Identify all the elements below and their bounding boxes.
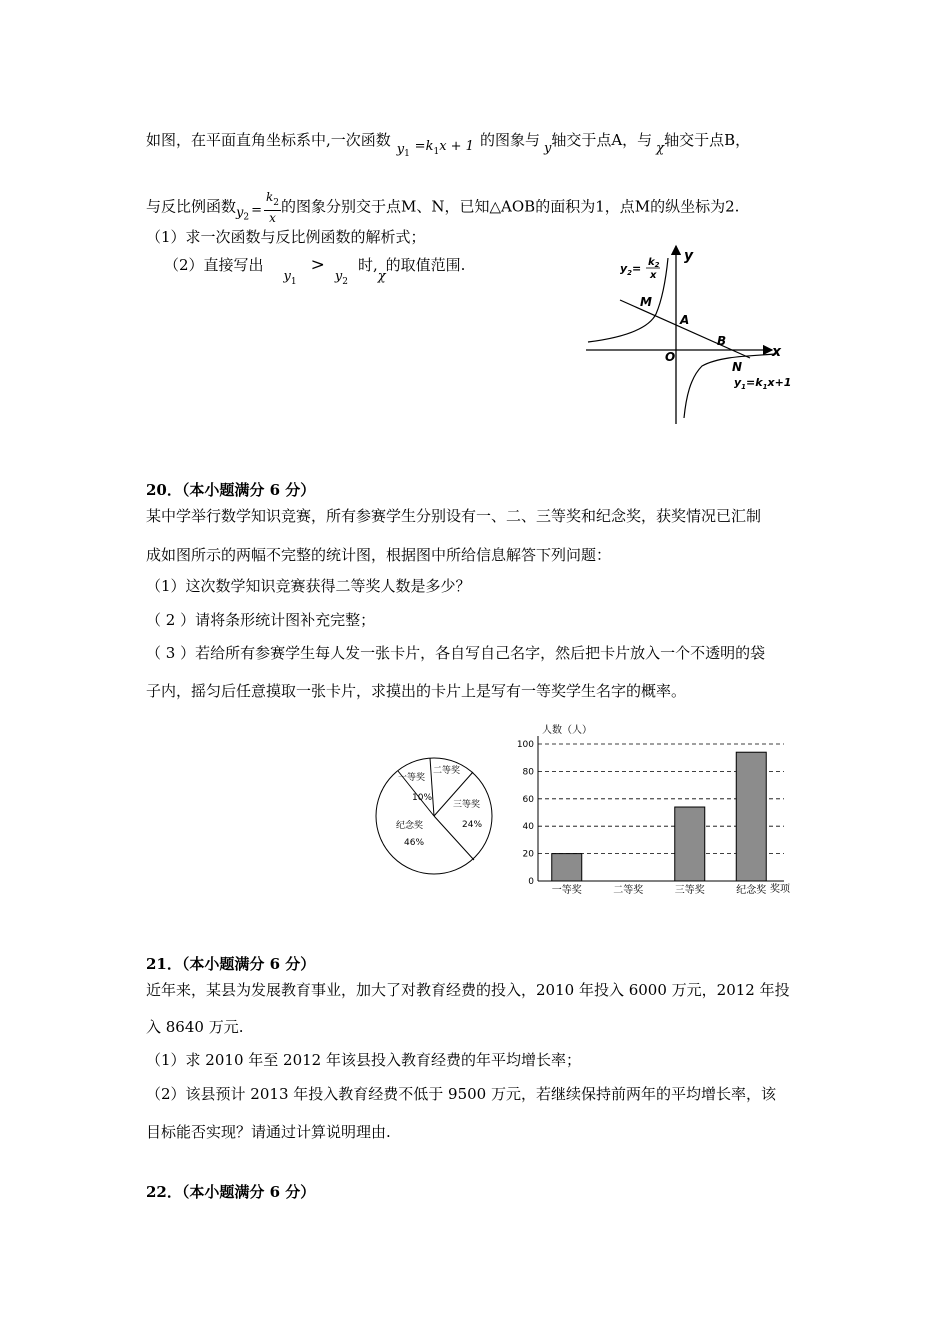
- bar-4: [736, 752, 766, 881]
- bar-ylabel: 人数（人）: [542, 725, 592, 736]
- pie-pct-third: 24%: [462, 820, 483, 830]
- bar-ytick-label: 60: [522, 794, 534, 805]
- lbl-k: k: [648, 257, 655, 268]
- lbl-eq: =: [632, 262, 642, 275]
- q19-sub2: [164, 255, 465, 292]
- eq1-ysub: 1: [404, 149, 410, 159]
- var-x: χ: [656, 141, 665, 156]
- q21-sub2-line2: 目标能否实现？请通过计算说明理由.: [146, 1123, 391, 1141]
- q19-text: 如图，在平面直角坐标系中,一次函数: [146, 131, 391, 149]
- eq2-fraction: [264, 190, 281, 225]
- eq2-y: y: [236, 205, 244, 221]
- point-N: N: [732, 360, 743, 374]
- q19-text: 与反比例函数: [146, 197, 237, 216]
- sub2-y1sub: 1: [290, 277, 297, 287]
- graph-label-y1: [734, 376, 791, 391]
- bar-xlabel: 奖项: [770, 884, 790, 895]
- sub2-x: χ: [377, 269, 386, 284]
- q22-heading: 22．（本小题满分 6 分）: [146, 1183, 316, 1201]
- bar-category-label: 纪念奖: [736, 885, 767, 896]
- point-B: B: [717, 334, 727, 348]
- q19-text: 的图象与: [479, 131, 540, 149]
- bar-ytick-label: 0: [528, 877, 534, 887]
- q21-paragraph-1: 近年来，某县为发展教育事业，加大了对教育经费的投入，2010 年投入 6000 万元，2012 年投: [146, 981, 790, 999]
- bar-chart: [508, 718, 808, 900]
- bar-category-label: 三等奖: [674, 885, 705, 896]
- lbl-y1rest: =k: [746, 376, 763, 389]
- pie-pct-first: 10%: [412, 793, 433, 803]
- lbl-y1sub: 1: [741, 383, 747, 391]
- q21-sub1: （1）求 2010 年至 2012 年该县投入教育经费的年平均增长率；: [146, 1051, 581, 1069]
- eq2-ysub: 2: [243, 212, 250, 223]
- q19-sub1: （1）求一次函数与反比例函数的解析式；: [146, 228, 426, 246]
- eq2-eq: =: [251, 202, 263, 218]
- eq2-num: k: [266, 190, 274, 204]
- pie-label-second: 二等奖: [433, 766, 461, 776]
- q21-heading: 21．（本小题满分 6 分）: [146, 955, 316, 973]
- eq1-ksub: 1: [433, 147, 440, 157]
- q20-sub3-line1: （ 3 ）若给所有参赛学生每人发一张卡片，各自写自己名字，然后把卡片放入一个不透明的袋: [146, 644, 766, 662]
- eq1-rest: x + 1: [439, 139, 474, 154]
- var-y: y: [543, 141, 552, 156]
- q20-sub3-line2: 子内，摇匀后任意摸取一张卡片，求摸出的卡片上是写有一等奖学生名字的概率。: [146, 682, 687, 700]
- pie-label-memorial: 纪念奖: [396, 821, 424, 831]
- graph-label-k2: [648, 257, 660, 269]
- sub2-y1: y: [283, 269, 291, 284]
- bar-ytick-label: 100: [516, 740, 534, 750]
- pie-chart: [370, 748, 500, 884]
- sub2-y2: y: [334, 269, 343, 284]
- lbl-y2sub: 2: [627, 269, 633, 277]
- eq2-den: x: [269, 211, 276, 225]
- point-O: O: [665, 350, 676, 364]
- q19-text: （2）直接写出: [164, 256, 264, 274]
- axis-label-x: x: [772, 344, 782, 360]
- bar-ytick-label: 20: [522, 849, 534, 860]
- q19-text: 的图象分别交于点M、N，已知△AOB的面积为1，点M的纵坐标为2.: [281, 197, 740, 216]
- graph-label-y2: [620, 262, 641, 277]
- bar-category-label: 二等奖: [613, 885, 644, 896]
- pie-pct-memorial: 46%: [404, 838, 425, 848]
- lbl-ksub: 2: [654, 261, 660, 269]
- point-M: M: [640, 295, 652, 309]
- q19-line2: [146, 190, 739, 228]
- q20-paragraph-2: 成如图所示的两幅不完整的统计图，根据图中所给信息解答下列问题：: [146, 546, 612, 564]
- eq2-numsub: 2: [273, 198, 280, 208]
- q19-text: 轴交于点B，: [664, 131, 751, 149]
- q21-sub2-line1: （2）该县预计 2013 年投入教育经费不低于 9500 万元，若继续保持前两年的平均增长率，该: [146, 1085, 776, 1103]
- bar-1: [552, 854, 582, 881]
- bar-ytick-label: 80: [522, 767, 534, 778]
- lbl-y1end: x+1: [767, 376, 792, 389]
- point-A: A: [680, 313, 690, 327]
- q20-heading: 20．（本小题满分 6 分）: [146, 481, 316, 499]
- axis-label-y: y: [684, 248, 694, 264]
- lbl-y2: y: [620, 262, 628, 275]
- eq1-eq: =: [414, 139, 426, 154]
- pie-label-third: 三等奖: [453, 800, 481, 810]
- function-graph: [580, 238, 800, 430]
- q19-line1: [146, 130, 750, 164]
- q19-text: 时,: [357, 256, 378, 274]
- bar-ytick-label: 40: [522, 822, 534, 833]
- q19-text: 的取值范围.: [385, 256, 466, 274]
- eq1-y: y: [396, 142, 405, 157]
- bar-3: [675, 807, 705, 881]
- sub2-y2sub: 2: [342, 277, 348, 287]
- graph-label-xden: x: [650, 270, 657, 281]
- q19-text: 轴交于点A，与: [551, 131, 653, 149]
- lbl-k1sub: 1: [762, 383, 768, 391]
- sub2-gt: >: [310, 255, 325, 275]
- bar-category-label: 一等奖: [551, 885, 582, 896]
- q20-paragraph-1: 某中学举行数学知识竞赛，所有参赛学生分别设有一、二、三等奖和纪念奖，获奖情况已汇制: [146, 507, 762, 525]
- eq1-k: k: [425, 139, 434, 154]
- pie-label-first: 一等奖: [398, 773, 426, 783]
- q20-sub2: （ 2 ）请将条形统计图补充完整；: [146, 611, 376, 629]
- q20-sub1: （1）这次数学知识竞赛获得二等奖人数是多少？: [146, 577, 471, 595]
- lbl-y1: y: [734, 376, 742, 389]
- q21-paragraph-2: 入 8640 万元.: [146, 1018, 244, 1036]
